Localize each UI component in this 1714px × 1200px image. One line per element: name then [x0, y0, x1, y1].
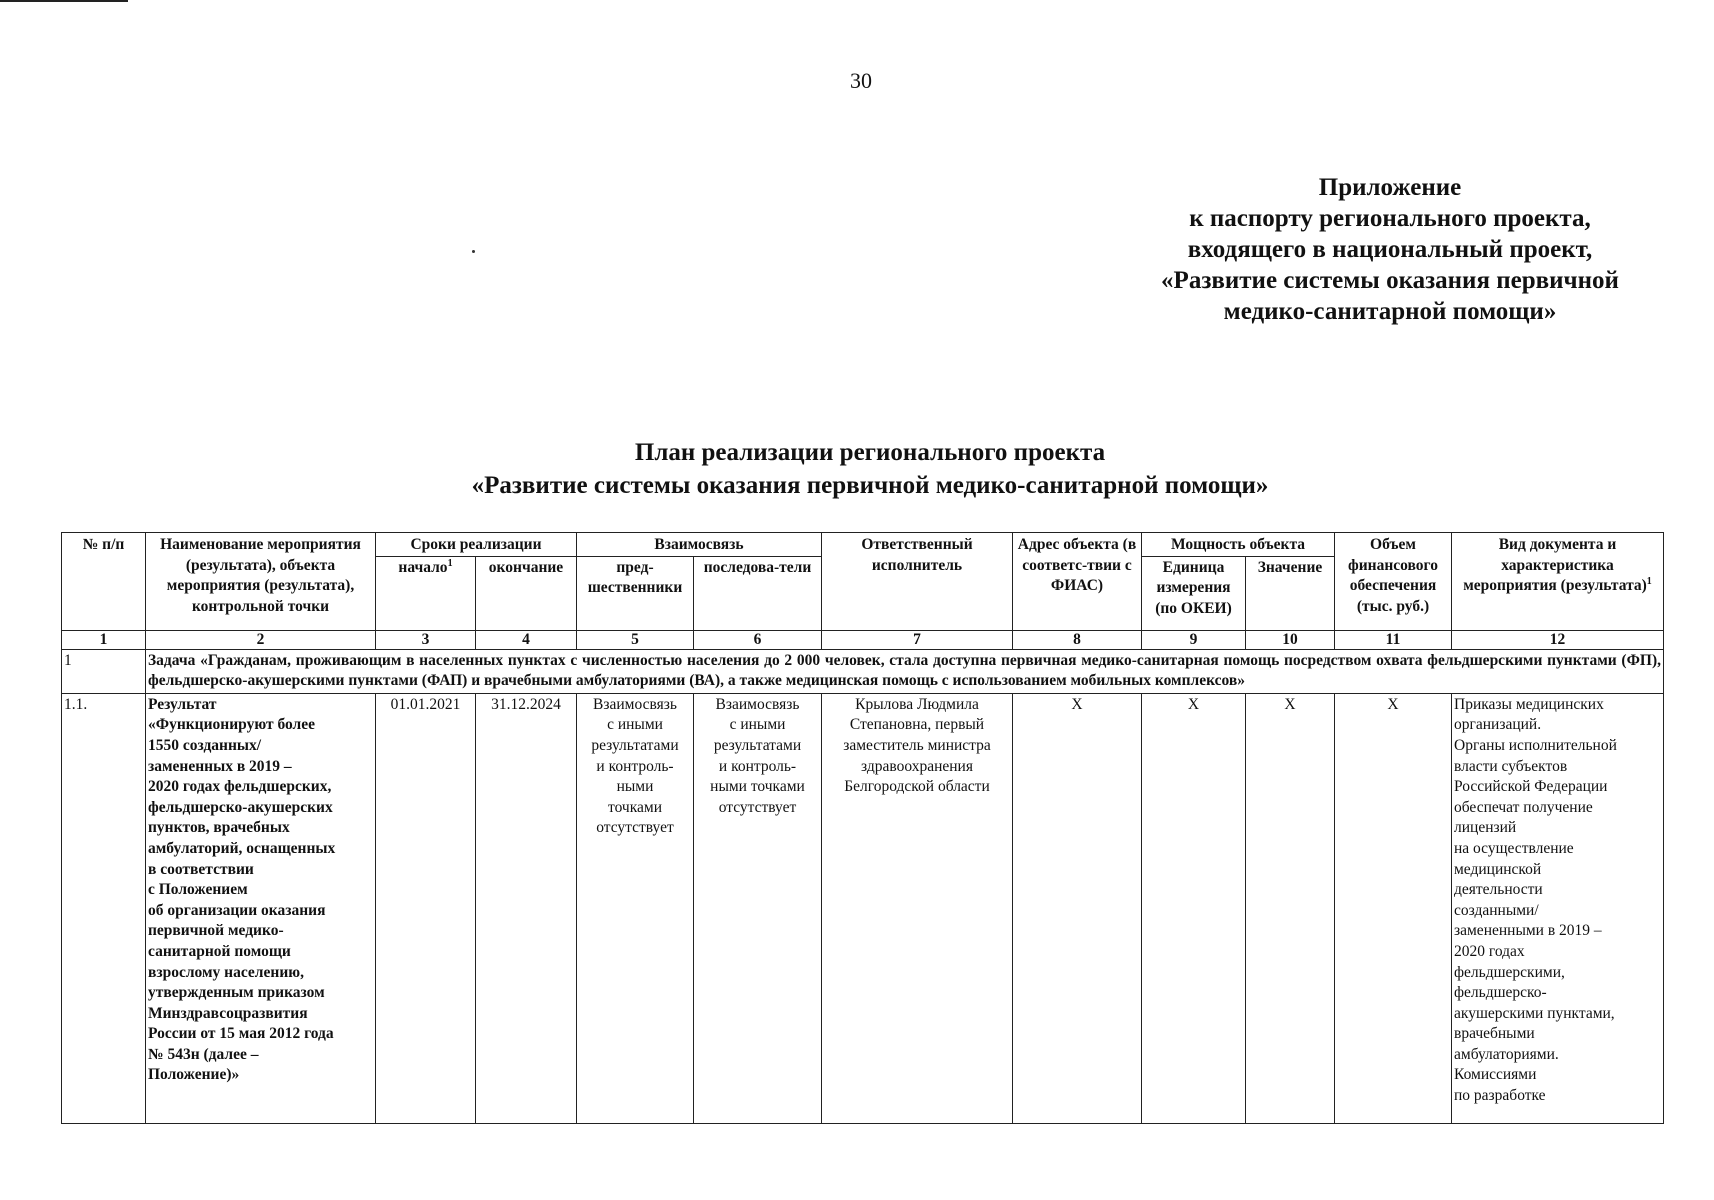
doc-line: Приказы медицинских [1454, 695, 1604, 713]
column-number-row [62, 630, 1664, 649]
plan-title-line: «Развитие системы оказания первичной медико-санитарной помощи» [471, 472, 1269, 499]
responsible-line: Степановна, первый [849, 716, 985, 734]
result-name-line: России от 15 мая 2012 года [148, 1025, 334, 1043]
appendix-heading [1110, 172, 1670, 327]
result-doc-type [1452, 693, 1664, 1123]
result-address: X [1013, 693, 1142, 1123]
column-number: 1 [62, 630, 146, 649]
header-start-text: начало [398, 558, 448, 576]
doc-line: фельдшерско- [1454, 984, 1547, 1002]
result-name-line: с Положением [148, 881, 248, 899]
result-name-line: фельдшерско-акушерских [148, 798, 333, 816]
result-name-line: первичной медико- [148, 922, 284, 940]
task-num: 1 [62, 649, 146, 693]
result-num: 1.1. [62, 693, 146, 1123]
result-name-line: в соответствии [148, 860, 254, 878]
doc-line: 2020 годах [1454, 942, 1525, 960]
doc-line: обеспечат получение [1454, 798, 1593, 816]
predecessors-line: ными [616, 778, 654, 796]
column-number: 10 [1246, 630, 1335, 649]
predecessors-line: точками [608, 798, 662, 816]
plan-table [61, 532, 1664, 1124]
result-name-line: Положение)» [148, 1066, 240, 1084]
doc-line: власти субъектов [1454, 757, 1568, 775]
predecessors-line: Взаимосвязь [593, 695, 677, 713]
predecessors-line: результатами [591, 736, 679, 754]
footnote-mark: 1 [1646, 576, 1652, 588]
predecessors-line: с иными [607, 716, 663, 734]
column-number: 11 [1335, 630, 1452, 649]
header-row-1 [62, 533, 1664, 557]
result-name-line: Минздравсоцразвития [148, 1004, 308, 1022]
doc-line: организаций. [1454, 716, 1542, 734]
result-name-line: замененных в 2019 – [148, 757, 292, 775]
result-name-line: утвержденным приказом [148, 984, 325, 1002]
header-end: окончание [476, 556, 577, 630]
header-name: Наименование мероприятия (результата), объекта мероприятия (результата), контрольной точки [146, 533, 376, 631]
appendix-line: медико-санитарной помощи» [1223, 298, 1557, 325]
header-responsible: Ответственный исполнитель [822, 533, 1013, 631]
doc-line: фельдшерскими, [1454, 963, 1565, 981]
header-address: Адрес объекта (в соответс-твии с ФИАС) [1013, 533, 1142, 631]
doc-line: лицензий [1454, 819, 1517, 837]
responsible-line: Белгородской области [844, 778, 990, 796]
doc-line: медицинской [1454, 860, 1542, 878]
result-name-line: пунктов, врачебных [148, 819, 290, 837]
appendix-line: «Развитие системы оказания первичной [1161, 267, 1619, 294]
predecessors-line: и контроль- [596, 757, 674, 775]
appendix-line: входящего в национальный проект, [1187, 236, 1593, 263]
responsible-line: заместитель министра [843, 736, 991, 754]
successors-line: с иными [729, 716, 786, 734]
result-name-line: об организации оказания [148, 901, 326, 919]
doc-line: на осуществление [1454, 839, 1574, 857]
column-number: 9 [1142, 630, 1246, 649]
doc-line: по разработке [1454, 1087, 1546, 1105]
header-terms: Сроки реализации [376, 533, 577, 557]
plan-title [380, 436, 1360, 502]
header-doc-type-text: Вид документа и характеристика мероприятия (результата) [1463, 536, 1647, 595]
result-name-line: № 543н (далее – [148, 1045, 259, 1063]
doc-line: амбулаториями. [1454, 1045, 1559, 1063]
responsible-line: здравоохранения [861, 757, 973, 775]
column-number: 5 [577, 630, 694, 649]
top-rule [0, 0, 128, 2]
column-number: 7 [822, 630, 1013, 649]
footnote-mark: 1 [447, 557, 453, 569]
column-number: 8 [1013, 630, 1142, 649]
header-num: № п/п [62, 533, 146, 631]
doc-line: Органы исполнительной [1454, 736, 1617, 754]
doc-line: деятельности [1454, 881, 1543, 899]
successors-line: отсутствует [718, 798, 797, 816]
header-successors: последова-тели [694, 556, 822, 630]
successors-line: и контроль- [718, 757, 797, 775]
column-number: 4 [476, 630, 577, 649]
column-number: 12 [1452, 630, 1664, 649]
header-capacity: Мощность объекта [1142, 533, 1335, 557]
appendix-line: к паспорту регионального проекта, [1189, 205, 1591, 232]
doc-line: акушерскими пунктами, [1454, 1004, 1615, 1022]
header-value: Значение [1246, 556, 1335, 630]
result-funding: X [1335, 693, 1452, 1123]
column-number: 3 [376, 630, 476, 649]
doc-line: Российской Федерации [1454, 778, 1608, 796]
doc-line: созданными/ [1454, 901, 1539, 919]
successors-line: ными точками [710, 778, 805, 796]
predecessors-line: отсутствует [596, 819, 674, 837]
page-number: 30 [850, 68, 872, 93]
column-number: 6 [694, 630, 822, 649]
result-unit: X [1142, 693, 1246, 1123]
successors-line: результатами [713, 736, 802, 754]
doc-line: Комиссиями [1454, 1066, 1537, 1084]
header-predecessors: пред-шественники [577, 556, 694, 630]
responsible-line: Крылова Людмила [855, 695, 979, 713]
result-successors [694, 693, 822, 1123]
header-doc-type [1452, 533, 1664, 631]
result-start-date: 01.01.2021 [376, 693, 476, 1123]
result-name-line: взрослому населению, [148, 963, 304, 981]
result-name-line: 1550 созданных/ [148, 736, 262, 754]
result-name-line: Результат [148, 695, 217, 713]
column-number: 2 [146, 630, 376, 649]
result-name-line: амбулаторий, оснащенных [148, 839, 336, 857]
result-end-date: 31.12.2024 [476, 693, 577, 1123]
scan-speck [472, 250, 475, 253]
result-name-line: «Функционируют более [148, 716, 315, 734]
task-row [62, 649, 1664, 693]
doc-line: замененными в 2019 – [1454, 922, 1602, 940]
appendix-line: Приложение [1318, 174, 1462, 201]
result-name [146, 693, 376, 1123]
header-start [376, 556, 476, 630]
doc-line: врачебными [1454, 1025, 1535, 1043]
result-predecessors [577, 693, 694, 1123]
result-name-line: санитарной помощи [148, 942, 291, 960]
result-row [62, 693, 1664, 1123]
header-unit: Единица измерения (по ОКЕИ) [1142, 556, 1246, 630]
header-funding: Объем финансового обеспечения (тыс. руб.) [1335, 533, 1452, 631]
successors-line: Взаимосвязь [715, 695, 800, 713]
header-link: Взаимосвязь [577, 533, 822, 557]
task-text: Задача «Гражданам, проживающим в населенных пунктах с численностью населения до 2 000 человек, стала доступна первичная медико-санитарная помощь посредством охвата фельдшерскими пунктами (ФП), фельдшерско-акушерскими пунктами (ФАП) и врачебными амбулаториями (ВА), а также медицинская помощь с использованием мобильных комплексов» [146, 649, 1664, 693]
result-value: X [1246, 693, 1335, 1123]
plan-title-line: План реализации регионального проекта [634, 439, 1106, 466]
result-responsible [822, 693, 1013, 1123]
result-name-line: 2020 годах фельдшерских, [148, 778, 332, 796]
